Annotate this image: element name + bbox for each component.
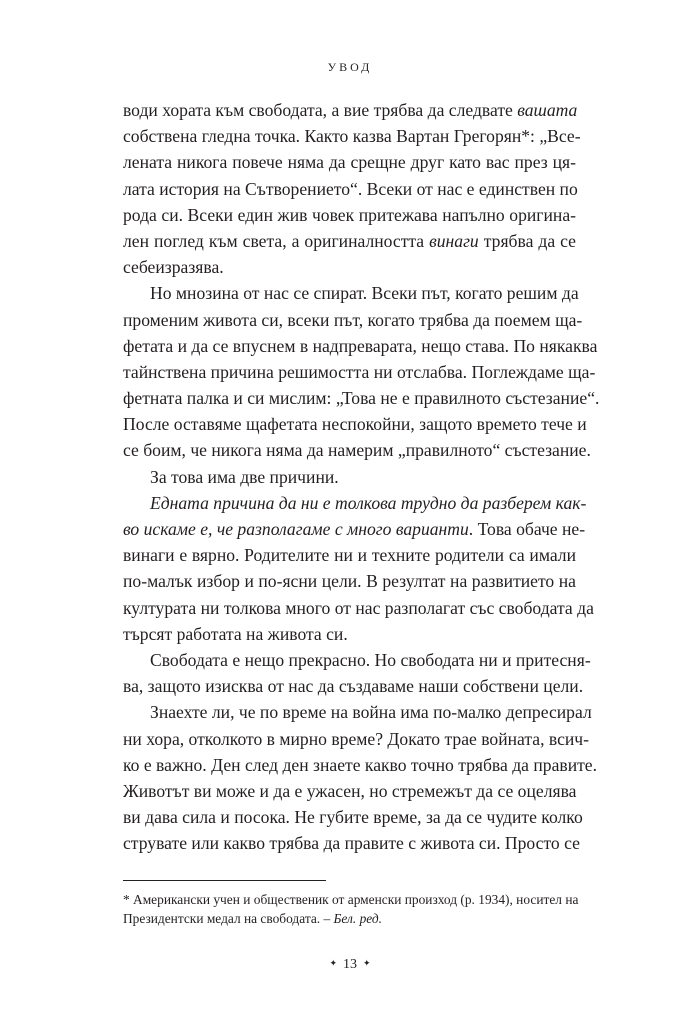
text-line (123, 516, 586, 542)
text-segment: лената никога повече няма да срещне друг като вас през ця- (123, 152, 576, 173)
ornament-icon: ✦ (329, 958, 337, 968)
text-segment: лата история на Сътворението“. Всеки от нас е единствен по (123, 178, 578, 199)
text-line (123, 411, 587, 437)
text-line (123, 726, 590, 752)
text-segment: собствена гледна точка. Както казва Вартан Грегорян*: „Все- (123, 126, 581, 147)
text-line (123, 752, 598, 778)
page-number (0, 957, 700, 973)
text-line (123, 280, 579, 306)
text-line (123, 359, 596, 385)
text-segment: винаги е вярно. Родителите ни и техните родители са имали (123, 545, 576, 566)
text-line (123, 333, 598, 359)
text-segment: Но мнозина от нас се спират. Всеки път, когато решим да (150, 283, 579, 304)
text-line (123, 490, 587, 516)
italic-text: вашата (517, 100, 578, 120)
text-segment: тайнствена причина решимостта ни отслабва. Поглеждаме ща- (123, 361, 596, 382)
text-segment: Животът ви може и да е ужасен, но стремежът да се оцелява (123, 780, 577, 801)
footnote-line (123, 909, 576, 928)
text-line (123, 385, 600, 411)
footnote-rule (123, 880, 326, 881)
text-line (123, 778, 576, 804)
text-segment: трябва да се (478, 230, 576, 251)
text-line (123, 830, 580, 856)
text-segment: ви дава сила и посока. Не губите време, за да се чудите колко (123, 807, 583, 828)
body-text (123, 97, 600, 856)
text-segment: Знаехте ли, че по време на война има по-малко депресирал (150, 702, 592, 723)
text-segment: . Това обаче не- (468, 519, 586, 539)
text-segment: културата ни толкова много от нас разполагат със свободата да (123, 597, 594, 618)
text-line (123, 307, 583, 333)
text-line (123, 123, 581, 149)
text-line (123, 254, 576, 280)
text-segment: ва, защото изисква от нас да създаваме наши собствени цели. (123, 676, 584, 697)
footnote-text: Президентски медал на свободата. – (123, 911, 334, 926)
footnote (123, 890, 579, 928)
text-segment: себеизразява. (123, 257, 224, 278)
text-line (123, 149, 576, 175)
text-line (123, 176, 576, 202)
text-segment: се боим, че никога няма да намерим „правилното“ състезание. (123, 440, 591, 461)
italic-text: во искаме е, че разполагаме с много варианти (123, 519, 469, 539)
text-line (123, 673, 584, 699)
text-segment: води хората към свободата, а вие трябва да следвате (123, 100, 518, 120)
italic-text: Едната причина да ни е толкова трудно да разберем как- (150, 492, 587, 513)
italic-text: винаги (429, 230, 479, 251)
text-line (123, 647, 591, 673)
page-number-value: 13 (343, 957, 357, 972)
text-segment: ко е важно. Ден след ден знаете какво точно трябва да правите. (123, 754, 598, 775)
text-segment: струвате или какво трябва да правите с живота си. Просто се (123, 833, 580, 854)
text-segment: по-малък избор и по-ясни цели. В резултат на развитието на (123, 571, 576, 592)
text-line (123, 464, 576, 490)
text-line (123, 202, 576, 228)
text-line (123, 437, 591, 463)
text-segment: Свободата е нещо прекрасно. Но свободата ни и притесня- (150, 649, 591, 670)
text-line (123, 542, 576, 568)
text-segment: лен поглед към света, а оригиналността (123, 230, 430, 251)
text-segment: За това има две причини. (150, 466, 339, 487)
text-segment: ни хора, отколкото в мирно време? Докато трае войната, всич- (123, 728, 590, 749)
text-line (123, 228, 576, 254)
text-line (123, 804, 583, 830)
text-line (123, 595, 594, 621)
text-segment: променим живота си, всеки път, когато трябва да поемем ща- (123, 309, 583, 330)
text-line (123, 621, 576, 647)
text-segment: фетната палка и си мислим: „Това не е правилното състезание“. (123, 388, 600, 409)
text-line (123, 97, 576, 123)
text-segment: търсят работата на живота си. (123, 623, 348, 644)
text-segment: фетата и да се впуснем в надпреварата, нещо става. По някаква (123, 335, 598, 356)
footnote-line: * Американски учен и общественик от арменски произход (р. 1934), носител на (123, 892, 579, 907)
ornament-icon: ✦ (363, 958, 371, 968)
text-segment: рода си. Всеки един жив човек притежава напълно оригина- (123, 204, 576, 225)
text-segment: После оставяме щафетата неспокойни, защото времето тече и (123, 414, 587, 435)
running-head: УВОД (327, 60, 373, 74)
text-line (123, 568, 576, 594)
footnote-editor-note: Бел. ред. (333, 911, 382, 926)
text-line (123, 699, 592, 725)
